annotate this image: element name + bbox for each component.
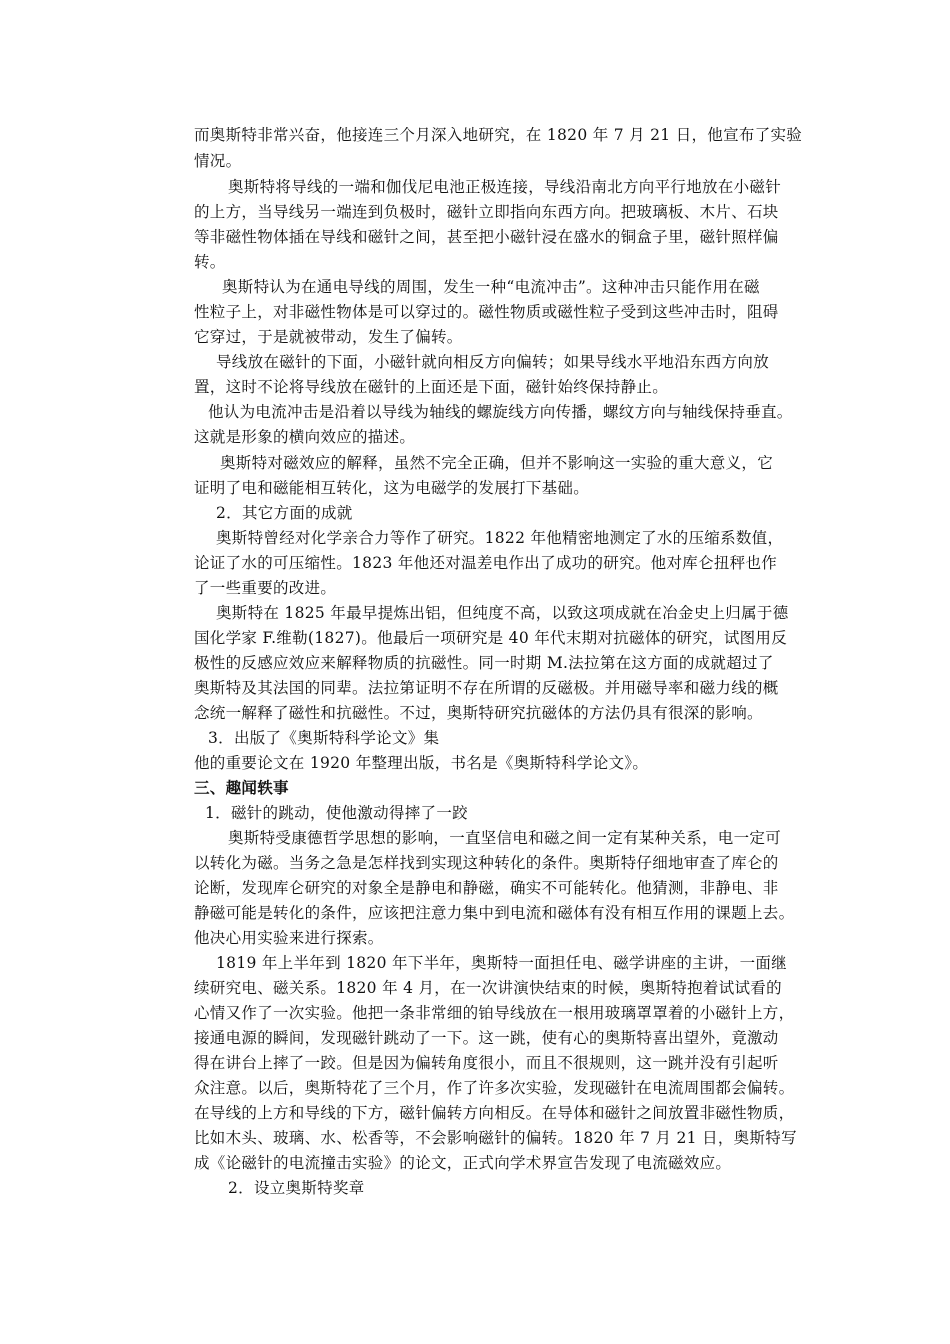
- text-line: 成《论磁针的电流撞击实验》的论文，正式向学术界宣告发现了电流磁效应。: [194, 1154, 732, 1172]
- text-line: 念统一解释了磁性和抗磁性。不过，奥斯特研究抗磁体的方法仍具有很深的影响。: [194, 704, 763, 722]
- text-line: 导线放在磁针的下面，小磁针就向相反方向偏转；如果导线水平地沿东西方向放: [216, 353, 770, 371]
- text-line: 等非磁性物体插在导线和磁针之间，甚至把小磁针浸在盛水的铜盒子里，磁针照样偏: [194, 228, 779, 246]
- section-heading: 2．设立奥斯特奖章: [228, 1179, 365, 1197]
- text-line: 得在讲台上摔了一跤。但是因为偏转角度很小，而且不很规则，这一跳并没有引起听: [194, 1054, 779, 1072]
- text-line: 这就是形象的横向效应的描述。: [194, 428, 416, 446]
- text-line: 置，这时不论将导线放在磁针的上面还是下面，磁针始终保持静止。: [194, 378, 669, 396]
- text-line: 众注意。以后，奥斯特花了三个月，作了许多次实验，发现磁针在电流周围都会偏转。: [194, 1079, 795, 1097]
- section-heading: 2．其它方面的成就: [216, 504, 353, 522]
- text-line: 接通电源的瞬间，发现磁针跳动了一下。这一跳，使有心的奥斯特喜出望外，竟激动: [194, 1029, 779, 1047]
- section-heading: 3．出版了《奥斯特科学论文》集: [208, 729, 440, 747]
- chapter-heading: 三、趣闻轶事: [194, 779, 289, 797]
- text-line: 论断，发现库仑研究的对象全是静电和静磁，确实不可能转化。他猜测，非静电、非: [194, 879, 779, 897]
- text-line: 转。: [194, 253, 226, 271]
- text-line: 奥斯特受康德哲学思想的影响，一直坚信电和磁之间一定有某种关系，电一定可: [228, 829, 782, 847]
- section-heading: 1．磁针的跳动，使他激动得摔了一跤: [205, 804, 468, 822]
- text-line: 证明了电和磁能相互转化，这为电磁学的发展打下基础。: [194, 479, 590, 497]
- text-line: 奥斯特曾经对化学亲合力等作了研究。1822 年他精密地测定了水的压缩系数值，: [216, 529, 784, 547]
- text-line: 1819 年上半年到 1820 年下半年，奥斯特一面担任电、磁学讲座的主讲，一面继: [216, 954, 787, 972]
- text-line: 奥斯特在 1825 年最早提炼出铝，但纯度不高，以致这项成就在冶金史上归属于德: [216, 604, 789, 622]
- text-line: 奥斯特认为在通电导线的周围，发生一种“电流冲击”。这种冲击只能作用在磁: [222, 278, 760, 296]
- text-line: 性粒子上，对非磁性物体是可以穿过的。磁性物质或磁性粒子受到这些冲击时，阻碍: [194, 303, 779, 321]
- text-line: 比如木头、玻璃、水、松香等，不会影响磁针的偏转。1820 年 7 月 21 日，奥斯特写: [194, 1129, 797, 1147]
- text-line: 他的重要论文在 1920 年整理出版，书名是《奥斯特科学论文》。: [194, 754, 649, 772]
- text-line: 奥斯特将导线的一端和伽伐尼电池正极连接，导线沿南北方向平行地放在小磁针: [228, 178, 782, 196]
- text-line: 国化学家 F.维勒(1827)。他最后一项研究是 40 年代末期对抗磁体的研究，试图用反: [194, 629, 788, 647]
- text-line: 论证了水的可压缩性。1823 年他还对温差电作出了成功的研究。他对库仑扭秤也作: [194, 554, 778, 572]
- text-line: 的上方，当导线另一端连到负极时，磁针立即指向东西方向。把玻璃板、木片、石块: [194, 203, 779, 221]
- text-line: 极性的反感应效应来解释物质的抗磁性。同一时期 M.法拉第在这方面的成就超过了: [194, 654, 774, 672]
- text-line: 情况。: [194, 152, 242, 170]
- text-line: 奥斯特及其法国的同辈。法拉第证明不存在所谓的反磁极。并用磁导率和磁力线的概: [194, 679, 779, 697]
- text-line: 心情又作了一次实验。他把一条非常细的铂导线放在一根用玻璃罩罩着的小磁针上方，: [194, 1004, 795, 1022]
- text-line: 它穿过，于是就被带动，发生了偏转。: [194, 328, 463, 346]
- text-line: 在导线的上方和导线的下方，磁针偏转方向相反。在导体和磁针之间放置非磁性物质，: [194, 1104, 795, 1122]
- text-line: 静磁可能是转化的条件，应该把注意力集中到电流和磁体有没有相互作用的课题上去。: [194, 904, 795, 922]
- text-line: 续研究电、磁关系。1820 年 4 月，在一次讲演快结束的时候，奥斯特抱着试试看的: [194, 979, 782, 997]
- text-line: 了一些重要的改进。: [194, 579, 337, 597]
- text-line: 他认为电流冲击是沿着以导线为轴线的螺旋线方向传播，螺纹方向与轴线保持垂直。: [208, 403, 793, 421]
- text-line: 奥斯特对磁效应的解释，虽然不完全正确，但并不影响这一实验的重大意义，它: [220, 454, 774, 472]
- text-line: 以转化为磁。当务之急是怎样找到实现这种转化的条件。奥斯特仔细地审查了库仑的: [194, 854, 779, 872]
- text-line: 他决心用实验来进行探索。: [194, 929, 384, 947]
- text-line: 而奥斯特非常兴奋，他接连三个月深入地研究，在 1820 年 7 月 21 日，他宣布了实验: [194, 126, 803, 144]
